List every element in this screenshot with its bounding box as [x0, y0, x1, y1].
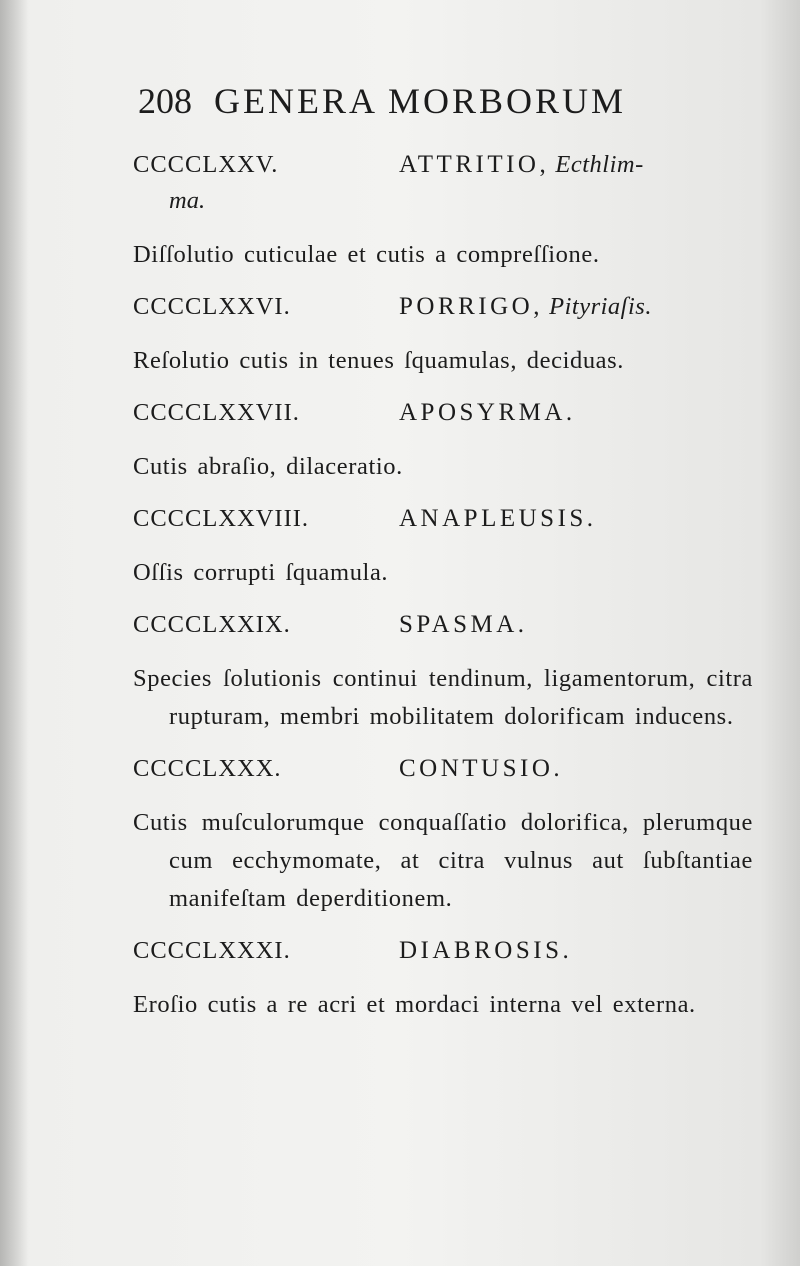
- entry-heading: [133, 394, 753, 432]
- entry-heading: [133, 606, 753, 644]
- binding-shadow: [0, 0, 28, 1266]
- disease-synonym: Ecthlim-: [555, 151, 644, 178]
- disease-name: SPASMA.: [399, 611, 528, 638]
- disease-definition: Eroſio cutis a re acri et mordaci interna vel externa.: [133, 991, 696, 1018]
- entry-number: CCCCLXXIX.: [133, 611, 291, 638]
- page-body: [133, 146, 753, 1038]
- disease-name: ANAPLEUSIS.: [399, 505, 597, 532]
- disease-synonym: Pityriaſis.: [549, 293, 652, 320]
- entry-475: [133, 146, 753, 274]
- entry-479: [133, 606, 753, 736]
- entry-number: CCCCLXXX.: [133, 755, 282, 782]
- entry-heading: [133, 146, 753, 184]
- entry-heading: [133, 500, 753, 538]
- entry-478: [133, 500, 753, 592]
- entry-477: [133, 394, 753, 486]
- disease-definition: Cutis abraſio, dilaceratio.: [133, 453, 403, 480]
- entry-heading: [133, 750, 753, 788]
- disease-name: APOSYRMA.: [399, 399, 576, 426]
- entry-480: [133, 750, 753, 918]
- entry-481: [133, 932, 753, 1024]
- synonym-continuation: ma.: [169, 187, 206, 214]
- disease-definition: Diſſolutio cuticulae et cutis a compreſſione.: [133, 241, 600, 268]
- disease-definition: Oſſis corrupti ſquamula.: [133, 559, 389, 586]
- running-title: GENERA MORBORUM: [214, 81, 627, 121]
- entry-number: CCCCLXXV.: [133, 151, 279, 178]
- disease-name: CONTUSIO.: [399, 755, 564, 782]
- disease-definition: Reſolutio cutis in tenues ſquamulas, deciduas.: [133, 347, 625, 374]
- entry-number: CCCCLXXVII.: [133, 399, 300, 426]
- entry-heading: [133, 288, 753, 326]
- entry-number: CCCCLXXVI.: [133, 293, 291, 320]
- entry-number: CCCCLXXVIII.: [133, 505, 310, 532]
- page-number: 208: [138, 81, 192, 121]
- disease-definition: Species ſolutionis continui tendinum, ligamentorum, citra rupturam, membri mobilitatem dolorificam inducens.: [133, 665, 753, 730]
- running-header: [138, 80, 738, 122]
- entry-heading: [133, 932, 753, 970]
- entry-476: [133, 288, 753, 380]
- disease-definition: Cutis muſculorumque conquaſſatio dolorifica, plerumque cum ecchymomate, at citra vulnus aut ſubſtantiae manifeſtam deperditionem.: [133, 809, 753, 912]
- disease-name: ATTRITIO,: [399, 151, 550, 178]
- disease-name: PORRIGO,: [399, 293, 543, 320]
- disease-name: DIABROSIS.: [399, 937, 573, 964]
- entry-number: CCCCLXXXI.: [133, 937, 291, 964]
